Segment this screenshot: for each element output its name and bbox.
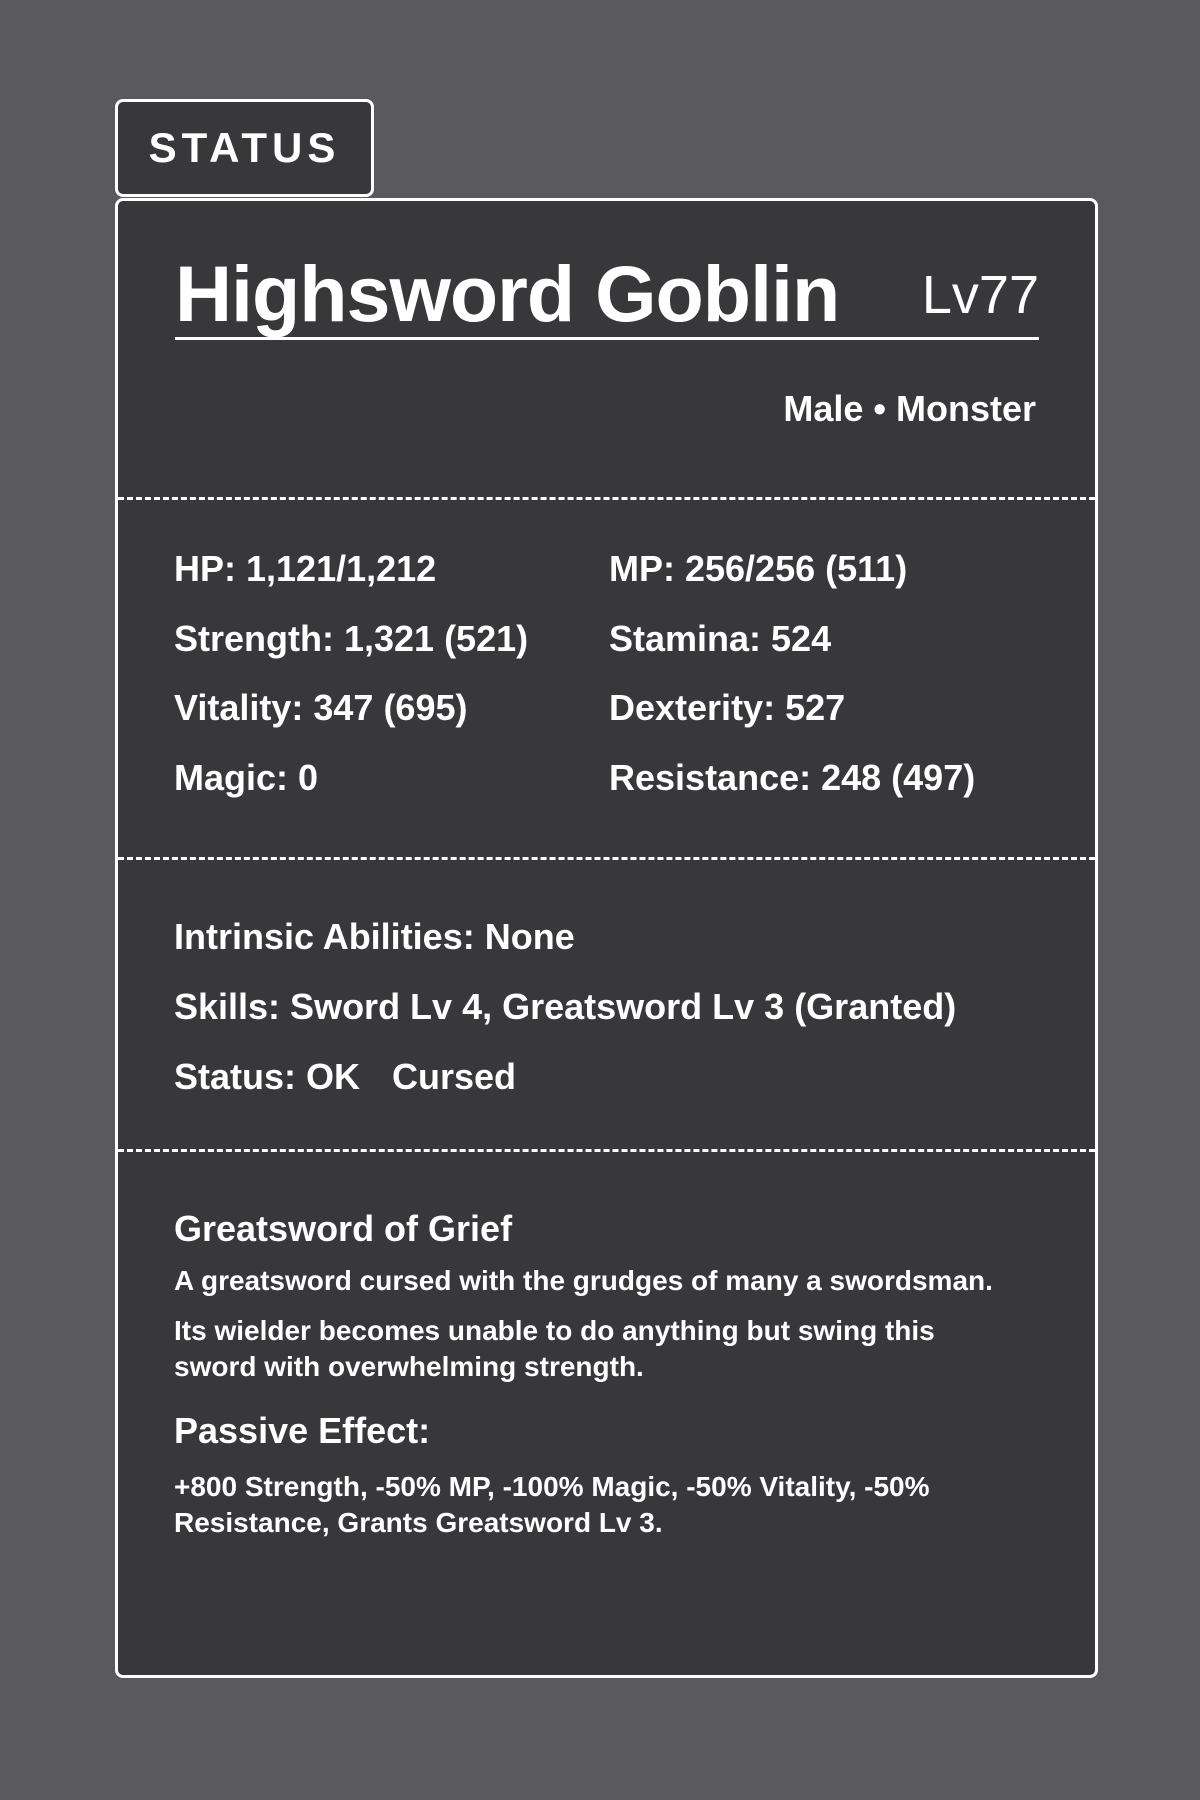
- item-description-1: A greatsword cursed with the grudges of many a swordsman.: [174, 1265, 993, 1296]
- item-description-2a: Its wielder becomes unable to do anything but swing this: [174, 1315, 935, 1346]
- character-level: Lv77: [921, 265, 1039, 325]
- intrinsic-abilities: Intrinsic Abilities: None: [174, 916, 575, 957]
- item-description-2b: sword with overwhelming strength.: [174, 1351, 644, 1382]
- status-cursed[interactable]: Cursed: [392, 1056, 517, 1097]
- character-subtitle: Male • Monster: [783, 388, 1036, 429]
- title-row: [175, 251, 1039, 340]
- status-card: [115, 198, 1098, 1678]
- stat-magic: Magic: 0: [174, 757, 319, 798]
- passive-effect-line-2: Resistance, Grants Greatsword Lv 3.: [174, 1507, 663, 1538]
- stat-mp: MP: 256/256 (511): [609, 548, 908, 589]
- divider-1: [118, 497, 1095, 500]
- character-name: Highsword Goblin: [175, 249, 840, 338]
- stat-resistance: Resistance: 248 (497): [609, 757, 976, 798]
- status-tab-label: STATUS: [148, 124, 341, 171]
- stat-stamina: Stamina: 524: [609, 618, 832, 659]
- stat-strength: Strength: 1,321 (521): [174, 618, 529, 659]
- passive-effect-title: Passive Effect:: [174, 1410, 431, 1451]
- divider-3: [118, 1149, 1095, 1152]
- stat-dexterity: Dexterity: 527: [609, 687, 846, 728]
- passive-effect-line-1: +800 Strength, -50% MP, -100% Magic, -50% Vitality, -50%: [174, 1471, 930, 1502]
- item-name: Greatsword of Grief: [174, 1208, 513, 1249]
- stat-vitality: Vitality: 347 (695): [174, 687, 468, 728]
- status-tab[interactable]: [115, 99, 374, 197]
- skills: Skills: Sword Lv 4, Greatsword Lv 3 (Granted): [174, 986, 957, 1027]
- stat-hp: HP: 1,121/1,212: [174, 548, 437, 589]
- divider-2: [118, 857, 1095, 860]
- status-ok: Status: OK: [174, 1056, 361, 1097]
